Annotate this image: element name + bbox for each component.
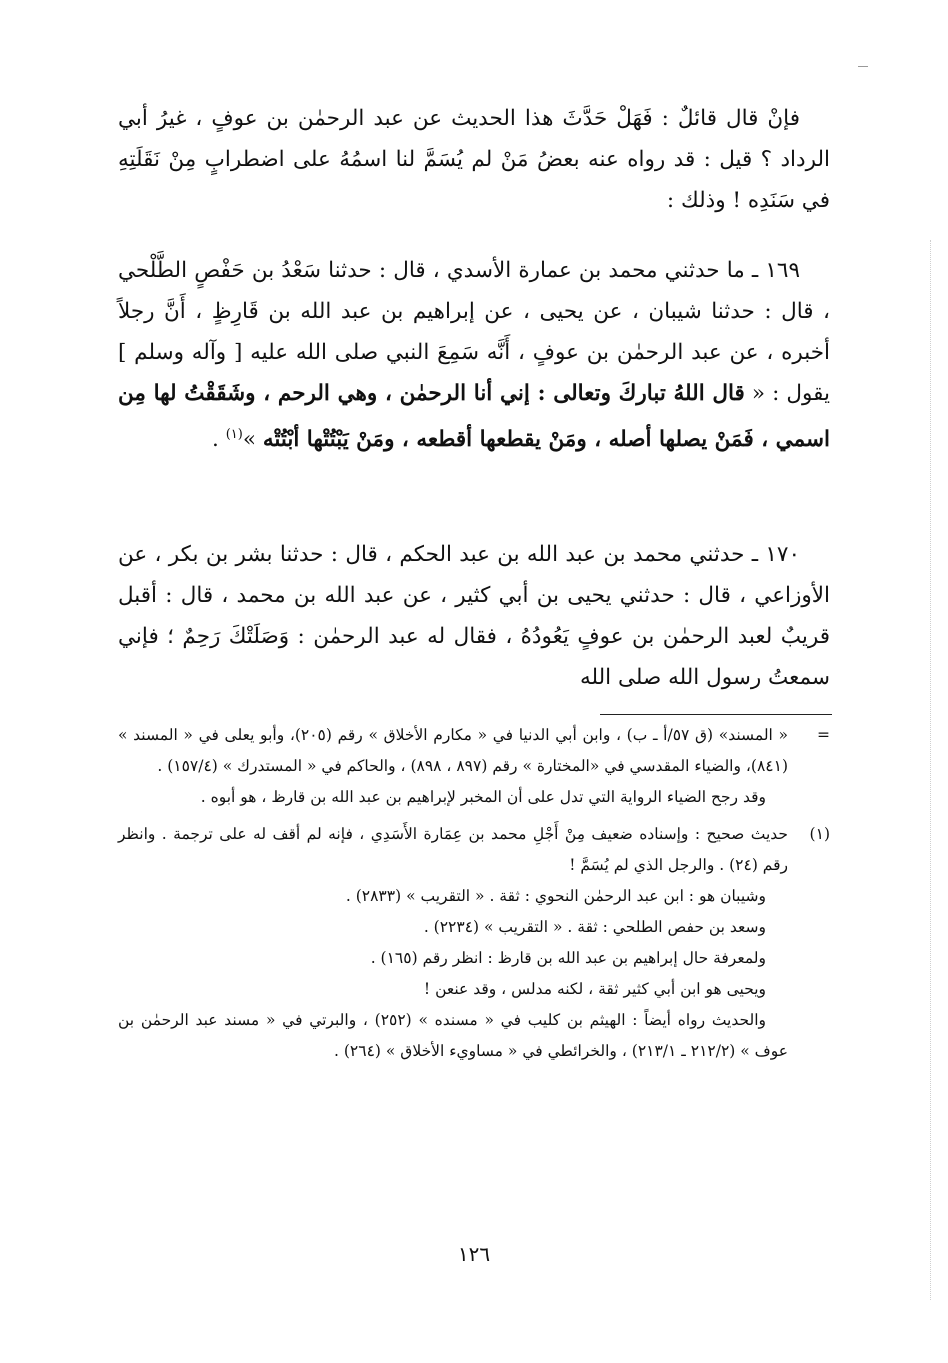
hadith-169-isnad: ١٦٩ ـ ما حدثني محمد بن عمارة الأسدي ، قال : حدثنا سَعْدُ بن حَفْصٍ الطَّلْحي ، قال : حدثنا شيبان ، عن يحيى ، عن إبراهيم بن عبد الله بن قَارِظٍ ، أَنَّ رجلاً أخبره ، عن عبد الرحمٰن بن عوفٍ ، أَنَّه سَمِعَ النبي صلى الله عليه [ وآله وسلم ] يقول : « bbox=[118, 258, 830, 406]
intro-text: فإنْ قال قائلٌ : فَهَلْ حَدَّثَ هذا الحديث عن عبد الرحمٰن بن عوفٍ ، غيرُ أبي الرداد ؟ قيل : قد رواه عنه بعضُ مَنْ لم يُسَمَّ لنا اسمُهُ على اضطرابٍ مِنْ نَقَلَتِهِ في سَنَدِه ! وذلك : bbox=[118, 106, 830, 213]
footnote-1 bbox=[118, 819, 830, 1067]
hadith-169-close-quote: » bbox=[242, 427, 256, 453]
hadith-170-text: ١٧٠ ـ حدثني محمد بن عبد الله بن عبد الحكم ، قال : حدثنا بشر بن بكر ، عن الأوزاعي ، قال : حدثني يحيى بن أبي كثير ، عن عبد الله بن محمد ، قال : أقبل قريبٌ لعبد الرحمٰن بن عوفٍ يَعُودُهُ ، فقال له عبد الرحمٰن : وَصَلَتْكَ رَحِمٌ ؛ فإني سمعتُ رسول الله صلى الله bbox=[118, 542, 830, 690]
hadith-169 bbox=[118, 250, 830, 460]
footnote-1-p1: حديث صحيح : وإسناده ضعيف مِنْ أَجْلِ محمد بن عِمَارة الأَسَدِي ، فإنه لم أقف له على ترجمة . وانظر رقم (٢٤) . والرجل الذي لم يُسَمَّ ! bbox=[118, 825, 788, 874]
footnote-1-p2: وشيبان هو : ابن عبد الرحمٰن النحوي : ثقة . « التقريب » (٢٨٣٣) . bbox=[345, 887, 766, 905]
footnotes bbox=[118, 720, 830, 1067]
footnote-1-body bbox=[118, 819, 788, 1067]
page-number: ١٢٦ bbox=[457, 1242, 491, 1266]
intro-paragraph bbox=[118, 98, 830, 221]
footnote-ref-1[interactable]: (١) bbox=[225, 427, 243, 442]
footnote-continuation-p2: وقد رجح الضياء الرواية التي تدل على أن المخبر لإبراهيم بن عبد الله بن قارظ ، هو أبوه . bbox=[200, 788, 766, 806]
scan-artifact-edge bbox=[930, 240, 931, 1300]
hadith-169-paragraph bbox=[118, 250, 830, 460]
hadith-169-end: . bbox=[212, 427, 226, 453]
footnote-divider bbox=[600, 714, 832, 715]
footnote-continuation bbox=[118, 720, 830, 813]
footnote-1-mark: (١) bbox=[809, 825, 830, 843]
footnote-continuation-mark: = bbox=[817, 726, 830, 744]
footnote-1-p6: والحديث رواه أيضاً : الهيثم بن كليب في « مسنده » (٢٥٢) ، والبرتي في « مسند عبد الرحمٰن بن عوف » (٢١٢/٢ ـ ٢١٣/١) ، والخرائطي في « مساويء الأخلاق » (٢٦٤) . bbox=[118, 1011, 788, 1060]
hadith-169-matn: قال اللهُ تباركَ وتعالى : إني أنا الرحمٰن ، وهي الرحم ، وشَقَقْتُ لها مِن اسمي ، فَمَنْ يصلها أصله ، ومَنْ يقطعها أقطعه ، ومَنْ يَبْتُتْها أبْتُتْه bbox=[118, 381, 830, 453]
footnote-continuation-p1: « المسند» (ق ٥٧/أ ـ ب) ، وابن أبي الدنيا في « مكارم الأخلاق » رقم (٢٠٥)، وأبو يعلى في « المسند » (٨٤١)، والضياء المقدسي في «المختارة » رقم (٨٩٧ ، ٨٩٨) ، والحاكم في « المستدرك » (١٥٧/٤) . bbox=[118, 726, 789, 775]
footnote-1-p4: ولمعرفة حال إبراهيم بن عبد الله بن قارظ : انظر رقم (١٦٥) . bbox=[370, 949, 766, 967]
hadith-170 bbox=[118, 534, 830, 698]
footnote-continuation-body bbox=[118, 720, 788, 813]
footnote-1-p3: وسعد بن حفص الطلحي : ثقة . « التقريب » (٢٢٣٤) . bbox=[423, 918, 766, 936]
footnote-1-p5: ويحيى هو ابن أبي كثير ثقة ، لكنه مدلس ، وقد عنعن ! bbox=[423, 980, 766, 998]
scan-artifact-mark bbox=[858, 66, 868, 67]
